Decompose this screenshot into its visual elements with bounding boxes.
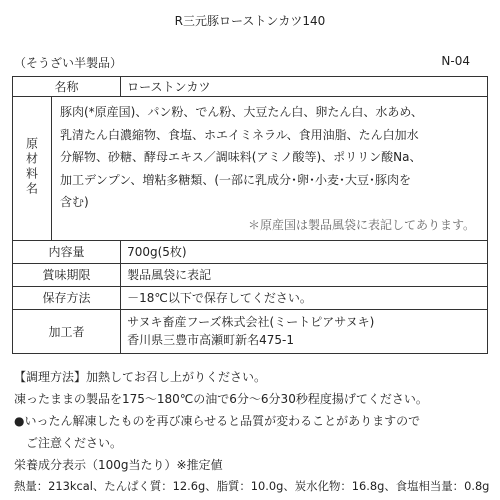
content-header: 内容量	[13, 240, 121, 263]
name-value: ローストンカツ	[121, 77, 488, 97]
maker-row	[13, 309, 488, 353]
content-row	[13, 240, 488, 263]
maker-address: 香川県三豊市高瀬町新名475-1	[127, 333, 294, 347]
ingredients-header: 原材料名	[24, 136, 39, 197]
name-header: 名称	[13, 77, 121, 97]
ingredients-cell	[52, 97, 488, 241]
cooking-line: ご注意ください。	[14, 436, 123, 450]
nutrition-values: 熱量：213kcal、たんぱく質：12.6g、脂質：10.0g、炭水化物：16.8g、食塩相当量：0.8g	[14, 479, 490, 493]
product-subtitle: （そうざい半製品）	[14, 56, 123, 70]
origin-note: ＊原産国は製品風袋に表記してあります。	[247, 217, 475, 232]
expiry-header: 賞味期限	[13, 263, 121, 286]
product-code: N-04	[441, 54, 470, 68]
cooking-line: 凍ったままの製品を175～180℃の油で6分～6分30秒程度揚げてください。	[14, 392, 428, 406]
ingredients-row	[13, 97, 488, 241]
cooking-instructions	[14, 366, 428, 454]
product-title: R三元豚ローストンカツ140	[174, 14, 326, 28]
nutrition-heading: 栄養成分表示（100g当たり）※推定値	[14, 458, 223, 472]
maker-header: 加工者	[13, 309, 121, 353]
ingredients-line: 分解物、砂糖、酵母エキス／調味料(アミノ酸等)、ポリリン酸Na、	[60, 150, 422, 164]
storage-value: －18℃以下で保存してください。	[121, 286, 488, 309]
expiry-value: 製品風袋に表記	[121, 263, 488, 286]
storage-row	[13, 286, 488, 309]
name-row	[13, 77, 488, 97]
content-value: 700g(5枚)	[121, 240, 488, 263]
ingredients-line: 含む)	[60, 195, 89, 209]
ingredients-line: 豚肉(*原産国)、パン粉、でん粉、大豆たん白、卵たん白、水あめ、	[60, 105, 423, 119]
cooking-line: 【調理方法】加熱してお召し上がりください。	[14, 370, 267, 384]
cooking-line: ●いったん解凍したものを再び凍らせると品質が変わることがありますので	[14, 414, 421, 428]
ingredients-line: 加工デンプン、増粘多糖類、(一部に乳成分･卵･小麦･大豆･豚肉を	[60, 172, 412, 187]
nutrition-facts	[14, 455, 489, 497]
product-label-table	[12, 76, 488, 354]
ingredients-line: 乳清たん白濃縮物、食塩、ホエイミネラル、食用油脂、たん白加水	[60, 127, 419, 142]
maker-name: サヌキ畜産フーズ株式会社(ミートピアサヌキ)	[127, 315, 375, 329]
ingredients-list	[60, 101, 481, 214]
storage-header: 保存方法	[13, 286, 121, 309]
expiry-row	[13, 263, 488, 286]
